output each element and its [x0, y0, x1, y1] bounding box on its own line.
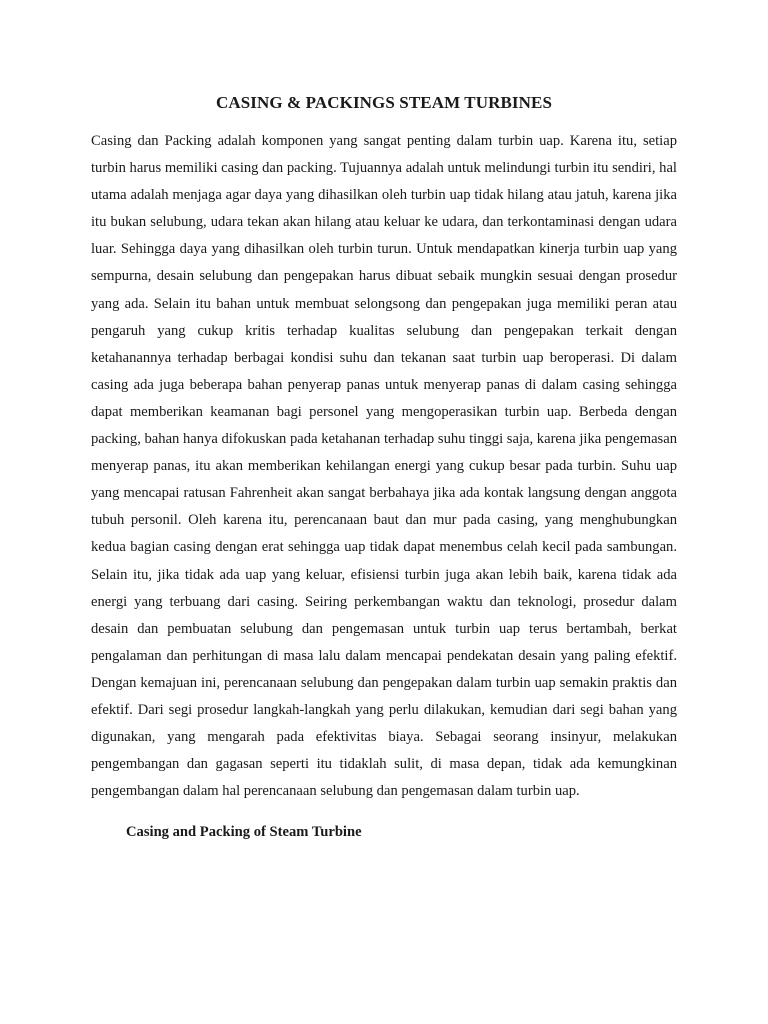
section-subheading: Casing and Packing of Steam Turbine [126, 824, 362, 840]
document-title: CASING & PACKINGS STEAM TURBINES [215, 93, 553, 112]
body-paragraph: Casing dan Packing adalah komponen yang sangat penting dalam turbin uap. Karena itu, setiap turbin harus memiliki casing dan packing. Tujuannya adalah untuk melindungi turbin itu sendiri, hal utama adalah menjaga agar daya yang dihasilkan oleh turbin uap tidak hilang atau jatuh, karena jika itu bukan selubung, udara tekan akan hilang atau keluar ke udara, dan terkontaminasi dengan udara luar. Sehingga daya yang dihasilkan oleh turbin turun. Untuk mendapatkan kinerja turbin uap yang sempurna, desain selubung dan pengepakan harus dibuat sebaik mungkin sesuai dengan prosedur yang ada. Selain itu bahan untuk membuat selongsong dan pengepakan juga memiliki peran atau pengaruh yang cukup kritis terhadap kualitas selubung dan pengepakan terkait dengan ketahanannya terhadap berbagai kondisi suhu dan tekanan saat turbin uap beroperasi. Di dalam casing ada juga beberapa bahan penyerap panas untuk menyerap panas di dalam casing sehingga dapat memberikan keamanan bagi personel yang mengoperasikan turbin uap. Berbeda dengan packing, bahan hanya difokuskan pada ketahanan terhadap suhu tinggi saja, karena jika pengemasan menyerap panas, itu akan memberikan kehilangan energi yang cukup besar pada turbin. Suhu uap yang mencapai ratusan Fahrenheit akan sangat berbahaya jika ada kontak langsung dengan anggota tubuh personil. Oleh karena itu, perencanaan baut dan mur pada casing, yang menghubungkan kedua bagian casing dengan erat sehingga uap tidak dapat menembus celah kecil pada sambungan. Selain itu, jika tidak ada uap yang keluar, efisiensi turbin juga akan lebih baik, karena tidak ada energi yang terbuang dari casing. Seiring perkembangan waktu dan teknologi, prosedur dalam desain dan pembuatan selubung dan pengemasan untuk turbin uap terus bertambah, berkat pengalaman dan perhitungan di masa lalu dalam mencapai pendekatan desain yang paling efektif. Dengan kemajuan ini, perencanaan selubung dan pengepakan dalam turbin uap semakin praktis dan efektif. Dari segi prosedur langkah-langkah yang perlu dilakukan, kemudian dari segi bahan yang digunakan, yang mengarah pada efektivitas biaya. Sebagai seorang insinyur, melakukan pengembangan dan gagasan seperti itu tidaklah sulit, di masa depan, tidak ada kemungkinan pengembangan dalam hal perencanaan selubung dan pengemasan dalam turbin uap. [91, 133, 677, 800]
